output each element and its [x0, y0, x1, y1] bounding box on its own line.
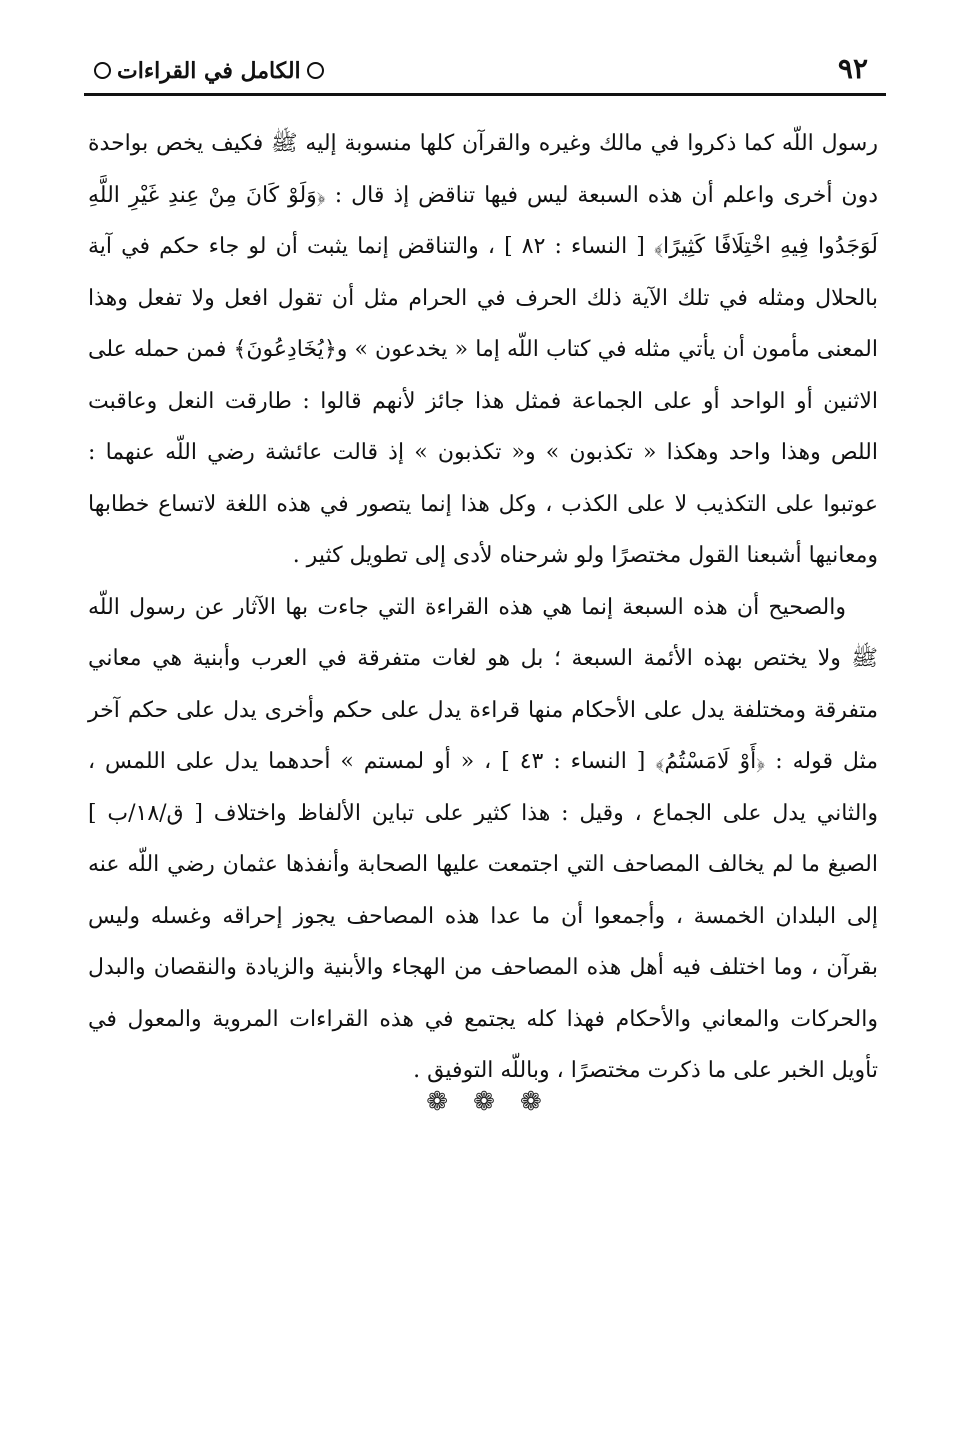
paragraph-2: والصحيح أن هذه السبعة إنما هي هذه القراءة التي جاءت بها الآثار عن رسول اللّه ﷺ ولا يختص بهذه الأئمة السبعة ؛ بل هو لغات متفرقة في العرب وأبنية هي معاني متفرقة ومختلفة يدل على الأحكام منها قراءة يدل على حكم وأخرى يدل على حكم آخر مثل قوله : ﴿أَوْ لَامَسْتُمُ﴾ [ النساء : ٤٣ ] ، « أو لمستم » أحدهما يدل على اللمس ، والثاني يدل على الجماع ، وقيل : هذا كثير على تباين الألفاظ واختلاف [ ق/١٨/ب ] الصيغ ما لم يخالف المصاحف التي اجتمعت عليها الصحابة وأنفذها عثمان رضي اللّه عنه إلى البلدان الخمسة ، وأجمعوا أن ما عدا هذه المصاحف يجوز إحراقه وغسله وليس بقرآن ، وما اختلف فيه أهل هذه المصاحف من الهجاء والأبنية والزيادة والنقصان والبدل والحركات والمعاني والأحكام فهذا كله يجتمع في هذه القراءات المروية والمعول في تأويل الخبر على ما ذكرت مختصرًا ، وباللّه التوفيق .: [88, 594, 879, 1083]
page-header: [84, 50, 884, 90]
paragraph-1: رسول اللّه كما ذكروا في مالك وغيره والقرآن كلها منسوبة إليه ﷺ فكيف يخص بواحدة دون أخرى واعلم أن هذه السبعة ليس فيها تناقض إذ قال : ﴿وَلَوْ كَانَ مِنْ عِندِ غَيْرِ اللَّهِ لَوَجَدُوا فِيهِ اخْتِلَافًا كَثِيرًا﴾ [ النساء : ٨٢ ] ، والتناقض إنما يثبت أن لو جاء حكم في آية بالحلال ومثله في تلك الآية ذلك الحرف في الحرام مثل أن تقول افعل ولا تفعل وهذا المعنى مأمون أن يأتي مثله في كتاب اللّه إما « يخدعون » و﴿يُخَادِعُونَ﴾ فمن حمله على الاثنين أو الواحد أو على الجماعة فمثل هذا جائز لأنهم قالوا : طارقت النعل وعاقبت اللص وهذا واحد وهكذا « تكذبون » و« تكذبون » إذ قالت عائشة رضي اللّه عنهما : عوتبوا على التكذيب لا على الكذب ، وكل هذا إنما يتصور في هذه اللغة لاتساع خطابها ومعانيها أشبعنا القول مختصرًا ولو شرحناه لأدى إلى تطويل كثير .: [88, 131, 878, 568]
header-rule: [84, 93, 886, 96]
page-number: ٩٢: [837, 52, 868, 85]
rosette-ornament-icon: ❁: [426, 1087, 448, 1117]
running-title-text: الكامل في القراءات: [117, 58, 301, 84]
running-title: [88, 56, 330, 86]
body-text: [88, 118, 878, 1097]
rosette-ornament-icon: ❁: [473, 1087, 495, 1117]
rosette-ornament-icon: ❁: [519, 1087, 542, 1117]
section-end-ornaments: [0, 1082, 968, 1122]
circle-icon: [307, 62, 324, 79]
circle-icon: [94, 62, 111, 79]
